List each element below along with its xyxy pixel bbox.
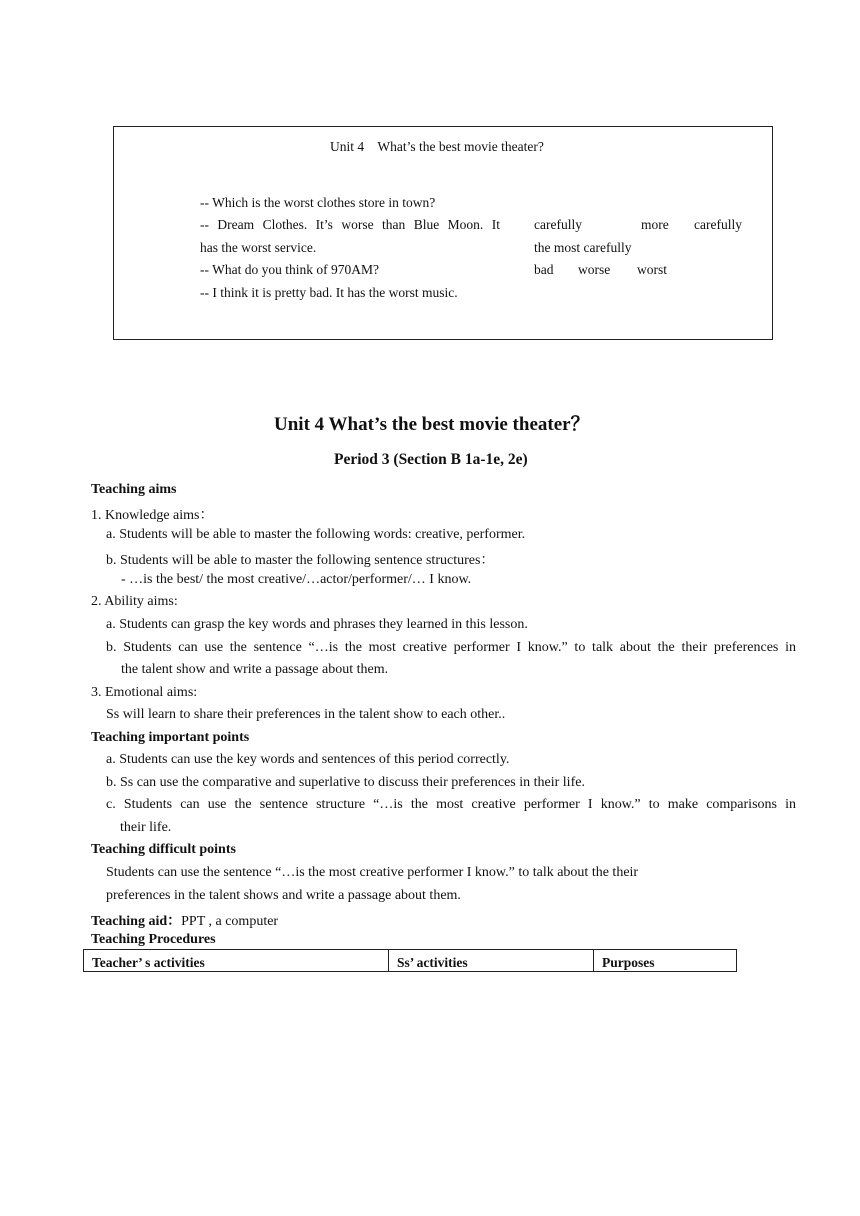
teaching-aid-value: PPT , a computer [181,914,279,929]
page-subtitle: Period 3 (Section B 1a-1e, 2e) [334,451,528,468]
form-most-carefully: the most carefully [534,240,632,255]
knowledge-aims-label: 1. Knowledge aims： [91,508,214,523]
emotional-aims-label: 3. Emotional aims: [91,685,198,700]
form-carefully-2: carefully [694,217,742,232]
summary-box-title: Unit 4 What’s the best movie theater? [330,139,544,154]
dialogue-line-2: -- Dream Clothes. It’s worse than Blue Moon. It [200,217,500,232]
difficult-points-line1: Students can use the sentence “…is the most creative performer I know.” to talk about the their [106,865,639,880]
knowledge-aim-a: a. Students will be able to master the following words: creative, performer. [106,527,526,542]
important-point-a: a. Students can use the key words and sentences of this period correctly. [106,752,510,767]
column-purposes: Purposes [594,950,737,972]
dialogue-line-4: -- What do you think of 970AM? [200,262,379,277]
difficult-points-line2: preferences in the talent shows and write a passage about them. [106,888,461,903]
form-worst: worst [637,262,667,277]
teaching-aims-heading: Teaching aims [91,482,177,497]
knowledge-aim-b: b. Students will be able to master the following sentence structures： [106,553,495,568]
teaching-aid-label: Teaching aid： [91,914,182,929]
procedures-table [83,949,737,972]
page-title: Unit 4 What’s the best movie theater？ [274,414,590,435]
teaching-aid [91,910,278,930]
form-worse: worse [578,262,611,277]
important-point-b: b. Ss can use the comparative and superlative to discuss their preferences in their life. [106,775,585,790]
teaching-procedures-heading: Teaching Procedures [91,932,216,947]
form-bad: bad [534,262,554,277]
important-point-c-line1: c. Students can use the sentence structure “…is the most creative performer I know.” to make comparisons in [106,797,796,812]
dialogue-line-3: has the worst service. [200,240,317,255]
ability-aims-label: 2. Ability aims: [91,594,178,609]
emotional-aim-text: Ss will learn to share their preferences in the talent show to each other.. [106,707,506,722]
procedures-header-row [84,950,737,972]
ability-aim-b-line1: b. Students can use the sentence “…is the most creative performer I know.” to talk about the their preferences in [106,640,796,655]
ability-aim-a: a. Students can grasp the key words and phrases they learned in this lesson. [106,617,528,632]
summary-box [113,126,773,340]
knowledge-aim-b-item: - …is the best/ the most creative/…actor/performer/… I know. [121,572,472,587]
column-teacher-activities: Teacher’ s activities [84,950,389,972]
column-ss-activities: Ss’ activities [389,950,594,972]
ability-aim-b-line2: the talent show and write a passage about them. [121,662,389,677]
dialogue-line-5: -- I think it is pretty bad. It has the worst music. [200,285,458,300]
dialogue-line-1: -- Which is the worst clothes store in town? [200,195,436,210]
form-carefully: carefully [534,217,582,232]
important-point-c-line2: their life. [120,820,172,835]
form-more: more [641,217,669,232]
important-points-heading: Teaching important points [91,730,250,745]
difficult-points-heading: Teaching difficult points [91,842,236,857]
